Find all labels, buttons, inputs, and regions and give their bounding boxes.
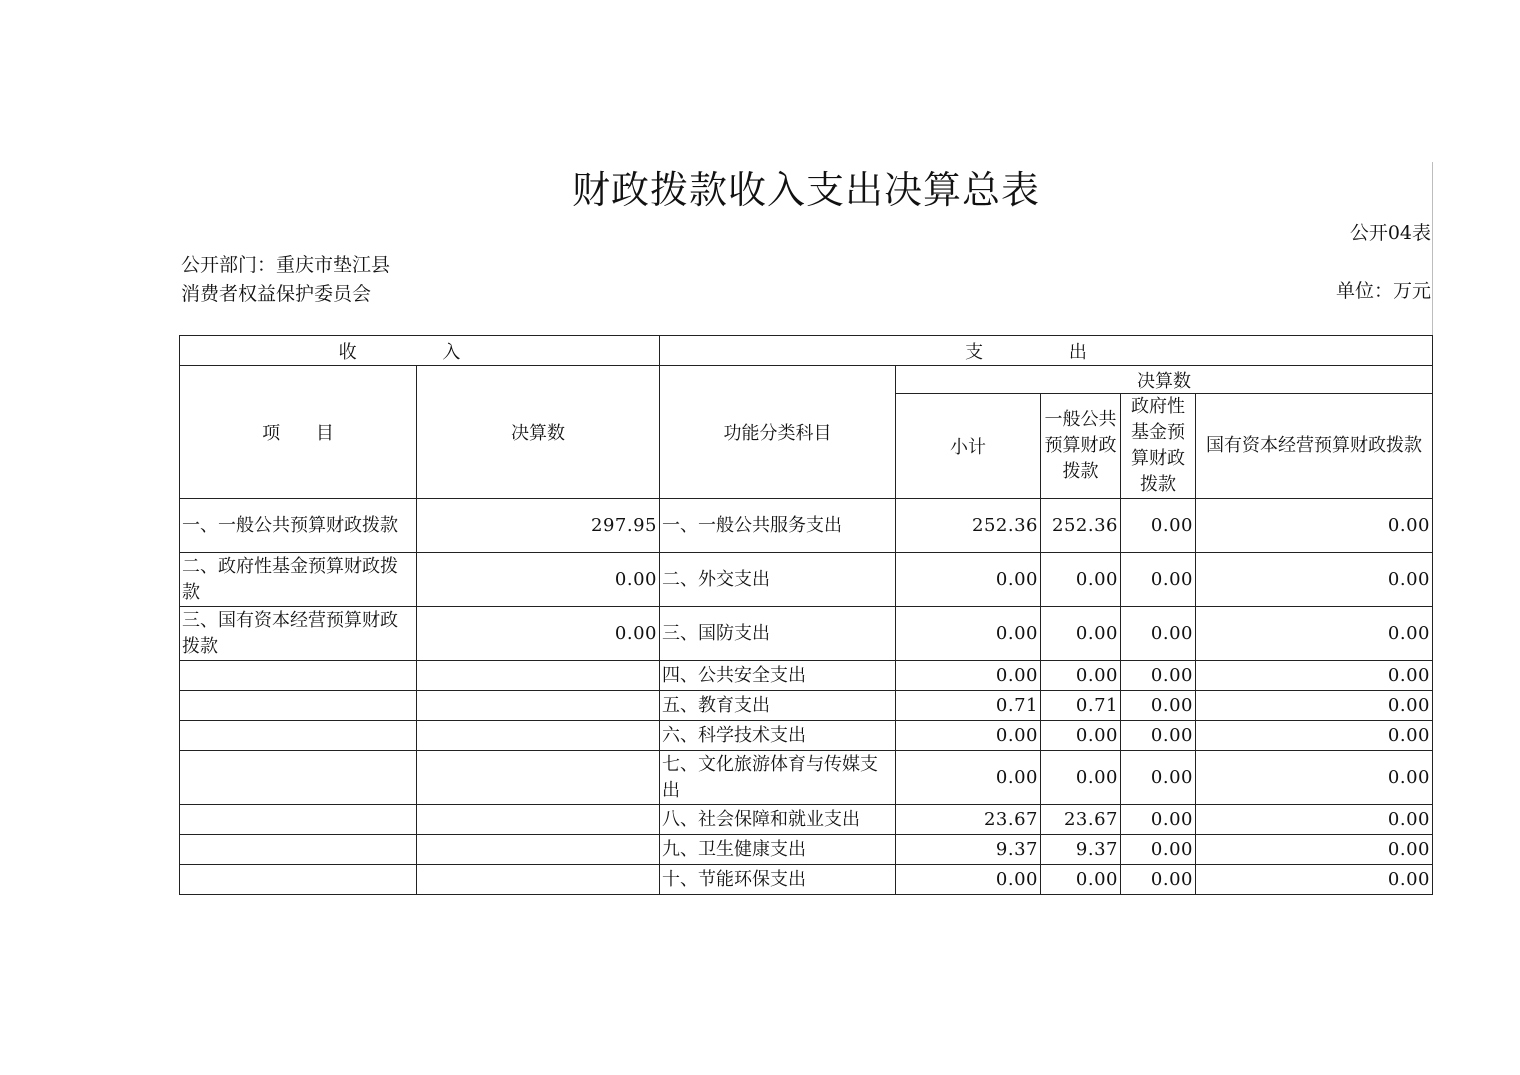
item-header: 项 目 [180,366,417,499]
expense-item-cell: 八、社会保障和就业支出 [660,805,896,835]
gov-fund-cell: 0.00 [1121,805,1196,835]
income-header: 收 入 [180,336,660,366]
gov-fund-cell: 0.00 [1121,721,1196,751]
subtotal-cell: 252.36 [896,499,1041,553]
page-edge-line [1432,162,1433,337]
income-amount-cell [417,751,660,805]
income-amount-cell [417,805,660,835]
state-capital-cell: 0.00 [1196,751,1433,805]
expense-item-cell: 六、科学技术支出 [660,721,896,751]
gov-fund-cell: 0.00 [1121,691,1196,721]
subtotal-cell: 0.71 [896,691,1041,721]
gov-fund-cell: 0.00 [1121,751,1196,805]
function-category-header: 功能分类科目 [660,366,896,499]
gov-fund-cell: 0.00 [1121,865,1196,895]
income-amount-cell [417,691,660,721]
income-amount-cell: 0.00 [417,553,660,607]
income-item-cell: 三、国有资本经营预算财政拨款 [180,607,417,661]
state-capital-cell: 0.00 [1196,721,1433,751]
income-amount-cell: 0.00 [417,607,660,661]
header-row-sections [180,336,1433,366]
income-item-cell [180,835,417,865]
gov-fund-cell: 0.00 [1121,607,1196,661]
income-item-cell [180,805,417,835]
table-row [180,721,1433,751]
state-capital-cell: 0.00 [1196,691,1433,721]
state-capital-cell: 0.00 [1196,805,1433,835]
state-capital-header: 国有资本经营预算财政拨款 [1196,394,1433,499]
subtotal-cell: 0.00 [896,553,1041,607]
income-amount-cell [417,865,660,895]
income-amount-cell [417,835,660,865]
table-row [180,499,1433,553]
state-capital-cell: 0.00 [1196,553,1433,607]
income-amount-header: 决算数 [417,366,660,499]
subtotal-header: 小计 [896,394,1041,499]
table-row [180,835,1433,865]
income-amount-cell [417,721,660,751]
gov-fund-cell: 0.00 [1121,835,1196,865]
table-row [180,805,1433,835]
subtotal-cell: 0.00 [896,721,1041,751]
subtotal-cell: 23.67 [896,805,1041,835]
gov-fund-header: 政府性基金预算财政拨款 [1121,394,1196,499]
expense-item-cell: 二、外交支出 [660,553,896,607]
table-row [180,751,1433,805]
form-number: 公开04表 [1349,222,1431,244]
gov-fund-cell: 0.00 [1121,661,1196,691]
income-item-cell [180,865,417,895]
final-amount-group-header: 决算数 [896,366,1433,394]
subtotal-cell: 0.00 [896,607,1041,661]
general-budget-cell: 23.67 [1041,805,1121,835]
expense-header: 支 出 [660,336,1433,366]
general-budget-cell: 252.36 [1041,499,1121,553]
income-item-cell [180,751,417,805]
expense-item-cell: 三、国防支出 [660,607,896,661]
subtotal-cell: 0.00 [896,865,1041,895]
income-item-cell: 二、政府性基金预算财政拨款 [180,553,417,607]
expense-item-cell: 十、节能环保支出 [660,865,896,895]
general-budget-cell: 0.00 [1041,865,1121,895]
general-budget-cell: 0.00 [1041,607,1121,661]
unit-label: 单位：万元 [1335,280,1431,302]
expense-item-cell: 一、一般公共服务支出 [660,499,896,553]
header-row-group [180,366,1433,394]
table-row [180,691,1433,721]
subtotal-cell: 0.00 [896,661,1041,691]
gov-fund-cell: 0.00 [1121,553,1196,607]
gov-fund-cell: 0.00 [1121,499,1196,553]
general-budget-cell: 9.37 [1041,835,1121,865]
expense-item-cell: 七、文化旅游体育与传媒支出 [660,751,896,805]
state-capital-cell: 0.00 [1196,499,1433,553]
general-budget-header: 一般公共预算财政拨款 [1041,394,1121,499]
budget-table [179,335,1433,895]
income-item-cell: 一、一般公共预算财政拨款 [180,499,417,553]
page-title: 财政拨款收入支出决算总表 [571,168,1040,212]
expense-item-cell: 五、教育支出 [660,691,896,721]
expense-item-cell: 四、公共安全支出 [660,661,896,691]
table-row [180,865,1433,895]
income-amount-cell: 297.95 [417,499,660,553]
state-capital-cell: 0.00 [1196,865,1433,895]
state-capital-cell: 0.00 [1196,835,1433,865]
subtotal-cell: 0.00 [896,751,1041,805]
general-budget-cell: 0.71 [1041,691,1121,721]
income-item-cell [180,661,417,691]
expense-item-cell: 九、卫生健康支出 [660,835,896,865]
table-row [180,553,1433,607]
state-capital-cell: 0.00 [1196,607,1433,661]
income-item-cell [180,691,417,721]
general-budget-cell: 0.00 [1041,553,1121,607]
general-budget-cell: 0.00 [1041,721,1121,751]
income-amount-cell [417,661,660,691]
general-budget-cell: 0.00 [1041,751,1121,805]
subtotal-cell: 9.37 [896,835,1041,865]
department-label: 公开部门：重庆市垫江县消费者权益保护委员会 [181,254,391,305]
table-row [180,661,1433,691]
income-item-cell [180,721,417,751]
state-capital-cell: 0.00 [1196,661,1433,691]
table-row [180,607,1433,661]
general-budget-cell: 0.00 [1041,661,1121,691]
